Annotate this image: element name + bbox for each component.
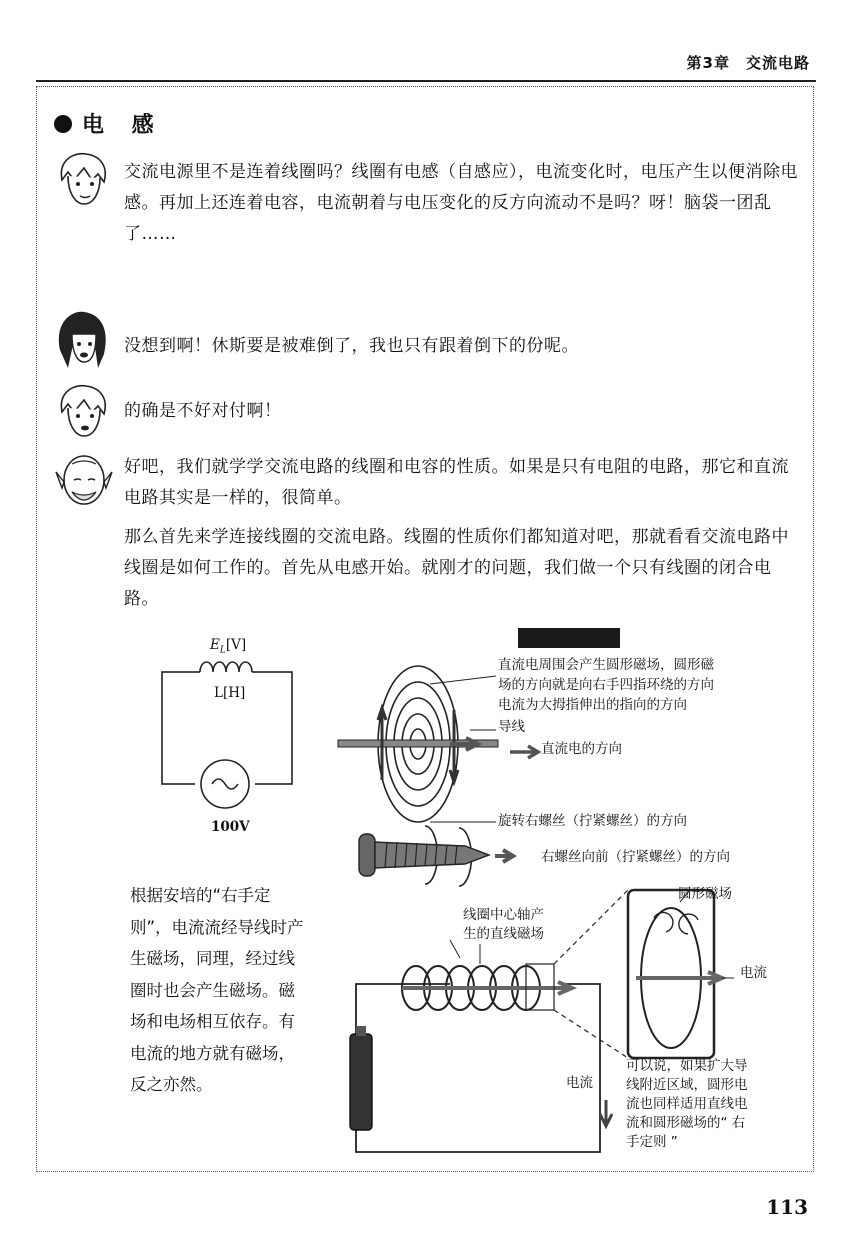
dc-direction-label: 直流电的方向 [541, 741, 622, 757]
screw-rotate-label: 旋转右螺丝（拧紧螺丝）的方向 [498, 813, 687, 829]
dialogue-text: 没想到啊！休斯要是被难倒了，我也只有跟着倒下的份呢。 [124, 336, 579, 356]
dialogue-text: 交流电源里不是连着线圈吗？线圈有电感（自感应），电流变化时，电压产生以便消除电感。再加上还连着电容，电流朝着与电压变化的反方向流动不是吗？呀！脑袋一团乱了…… [124, 162, 798, 244]
section-title-text: 电 感 [82, 113, 164, 138]
coil-note: 线附近区域，圆形电 [626, 1077, 748, 1093]
axis-field-label: 线圈中心轴产 [463, 907, 544, 923]
coil-note: 可以说，如果扩大导 [626, 1058, 748, 1074]
rule-note: 场的方向就是向右手四指环绕的方向 [498, 677, 714, 693]
wire-label: 导线 [498, 719, 525, 735]
coil-note: 流和圆形磁场的“ 右 [626, 1115, 746, 1131]
screw-forward-label: 右螺丝向前（拧紧螺丝）的方向 [541, 849, 730, 865]
axis-field-label: 生的直线磁场 [463, 926, 544, 942]
chapter-header: 第3章 交流电路 [686, 54, 810, 72]
circular-field-label: 圆形磁场 [678, 886, 732, 902]
dialogue-text: 好吧，我们就学学交流电路的线圈和电容的性质。如果是只有电阻的电路，那它和直流电路其实是一样的，很简单。 [124, 457, 789, 508]
coil-circuit-diagram [330, 880, 820, 1170]
coil-note: 手定则 ” [626, 1134, 678, 1150]
current-label: 电流 [740, 965, 767, 981]
inductor-label: L[H] [214, 685, 246, 701]
dialogue-text: 的确是不好对付啊！ [124, 401, 282, 421]
rule-note: 直流电周围会产生圆形磁场，圆形磁 [498, 657, 714, 673]
dialogue-text: 那么首先来学连接线圈的交流电路。线圈的性质你们都知道对吧，那就看看交流电路中线圈是如何工作的。首先从电感开始。就刚才的问题，我们做一个只有线圈的闭合电路。 [124, 527, 789, 609]
explanation-paragraph: 根据安培的“右手定则”，电流流经导线时产生磁场，同理，经过线圈时也会产生磁场。磁场和电场相互依存。有电流的地方就有磁场，反之亦然。 [130, 886, 304, 1094]
current-label: 电流 [566, 1075, 593, 1091]
source-label: 100V [211, 819, 250, 835]
rule-note: 电流为大拇指伸出的指向的方向 [498, 697, 687, 713]
coil-note: 流也同样适用直线电 [626, 1096, 748, 1112]
page-number: 113 [766, 1195, 808, 1219]
voltage-label: $E_L[V]$ [210, 637, 247, 656]
